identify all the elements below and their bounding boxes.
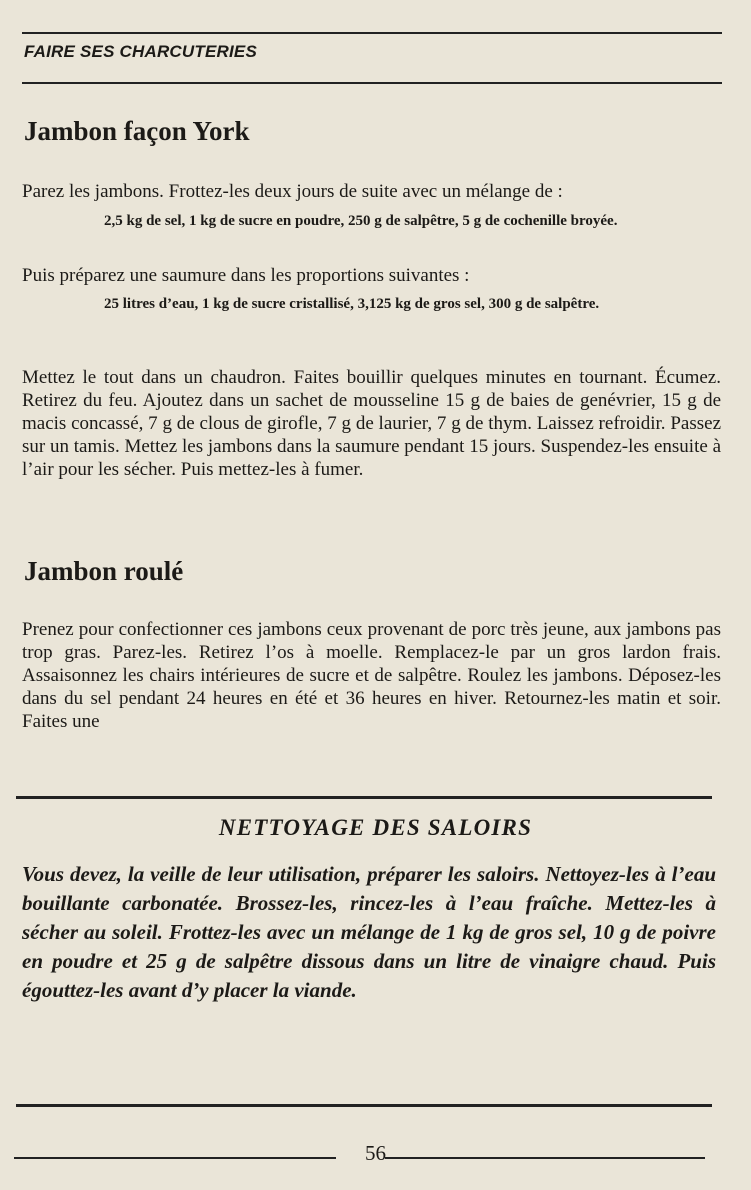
york-rub-ingredients: 2,5 kg de sel, 1 kg de sucre en poudre, 250 g de salpêtre, 5 g de cochenille broyée. xyxy=(104,213,618,229)
section-title-jambon-york: Jambon façon York xyxy=(24,116,250,146)
box-title: NETTOYAGE DES SALOIRS xyxy=(218,815,533,840)
roule-text: Prenez pour confectionner ces jambons ceux provenant de porc très jeune, aux jambons pas trop gras. Parez-les. Retirez l’os à moelle. Remplacez-le par un gros lardon frais. Assaisonnez les chairs intérieures de sucre et de salpêtre. Roulez les jambons. Déposez-les dans du sel pendant 24 heures en été et 36 heures en hiver. Retournez-les matin et soir. Faites une xyxy=(22,619,721,732)
york-brine-ingredients: 25 litres d’eau, 1 kg de sucre cristallisé, 3,125 kg de gros sel, 300 g de salpêtre. xyxy=(104,296,600,312)
york-method: Mettez le tout dans un chaudron. Faites bouillir quelques minutes en tournant. Écumez. Retirez du feu. Ajoutez dans un sachet de mousseline 15 g de baies de genévrier, 15 g de macis concassé, 7 g de clous de girofle, 7 g de laurier, 7 g de thym. Laissez refroidir. Passez sur un tamis. Mettez les jambons dans la saumure pendant 15 jours. Suspendez-les ensuite à l’air pour les sécher. Puis mettez-les à fumer. xyxy=(22,367,721,480)
box-top-rule xyxy=(16,796,712,799)
page-number: 56 xyxy=(365,1141,386,1165)
york-intro: Parez les jambons. Frottez-les deux jours de suite avec un mélange de : xyxy=(22,181,563,202)
box-bottom-rule xyxy=(16,1104,712,1107)
running-header: FAIRE SES CHARCUTERIES xyxy=(24,42,257,61)
box-text: Vous devez, la veille de leur utilisation, préparer les saloirs. Nettoyez-les à l’eau bouillante carbonatée. Brossez-les, rincez-les à l’eau fraîche. Mettez-les à sécher au soleil. Frottez-les avec un mélange de 1 kg de gros sel, 10 g de poivre en poudre et 25 g de salpêtre dissous dans un litre de vinaigre chaud. Puis égouttez-les avant d’y placer la viande. xyxy=(22,862,716,1002)
header-top-rule xyxy=(22,32,722,34)
york-brine-intro: Puis préparez une saumure dans les proportions suivantes : xyxy=(22,265,470,286)
footer-rule-right xyxy=(385,1157,705,1159)
header-bottom-rule xyxy=(22,82,722,84)
section-title-jambon-roule: Jambon roulé xyxy=(24,556,184,586)
